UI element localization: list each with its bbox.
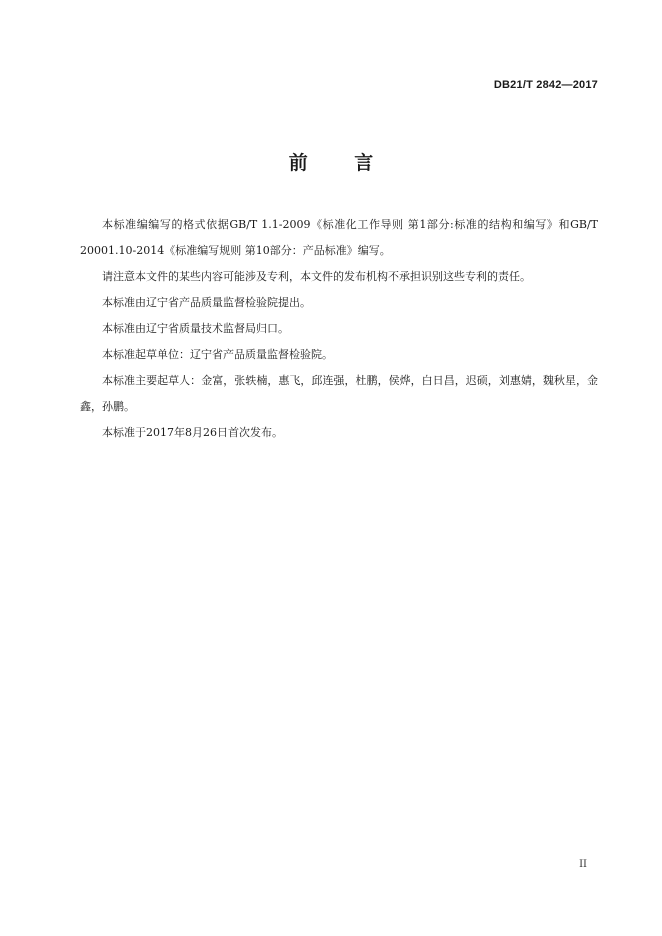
paragraph-drafters: 本标准主要起草人：金富，张轶楠，惠飞，邱连强，杜鹏，侯烨，白日昌，迟硕，刘惠婧，魏秋星，金鑫，孙鹏。 xyxy=(80,374,598,413)
foreword-body xyxy=(80,212,598,446)
paragraph-first-release: 本标准于2017年8月26日首次发布。 xyxy=(102,426,283,439)
paragraph-proposer: 本标准由辽宁省产品质量监督检验院提出。 xyxy=(102,296,311,309)
paragraph-patent-notice: 请注意本文件的某些内容可能涉及专利，本文件的发布机构不承担识别这些专利的责任。 xyxy=(102,270,531,283)
paragraph-administrator: 本标准由辽宁省质量技术监督局归口。 xyxy=(102,322,289,335)
page-title: 前 言 xyxy=(288,152,394,174)
paragraph-drafting-unit: 本标准起草单位：辽宁省产品质量监督检验院。 xyxy=(102,348,333,361)
page-number: II xyxy=(579,859,587,870)
paragraph-format-basis: 本标准编编写的格式依据GB/T 1.1-2009《标准化工作导则 第1部分:标准的结构和编写》和GB/T 20001.10-2014《标准编写规则 第10部分：产品标准》编写。 xyxy=(80,218,598,257)
document-number: DB21/T 2842—2017 xyxy=(493,79,598,91)
